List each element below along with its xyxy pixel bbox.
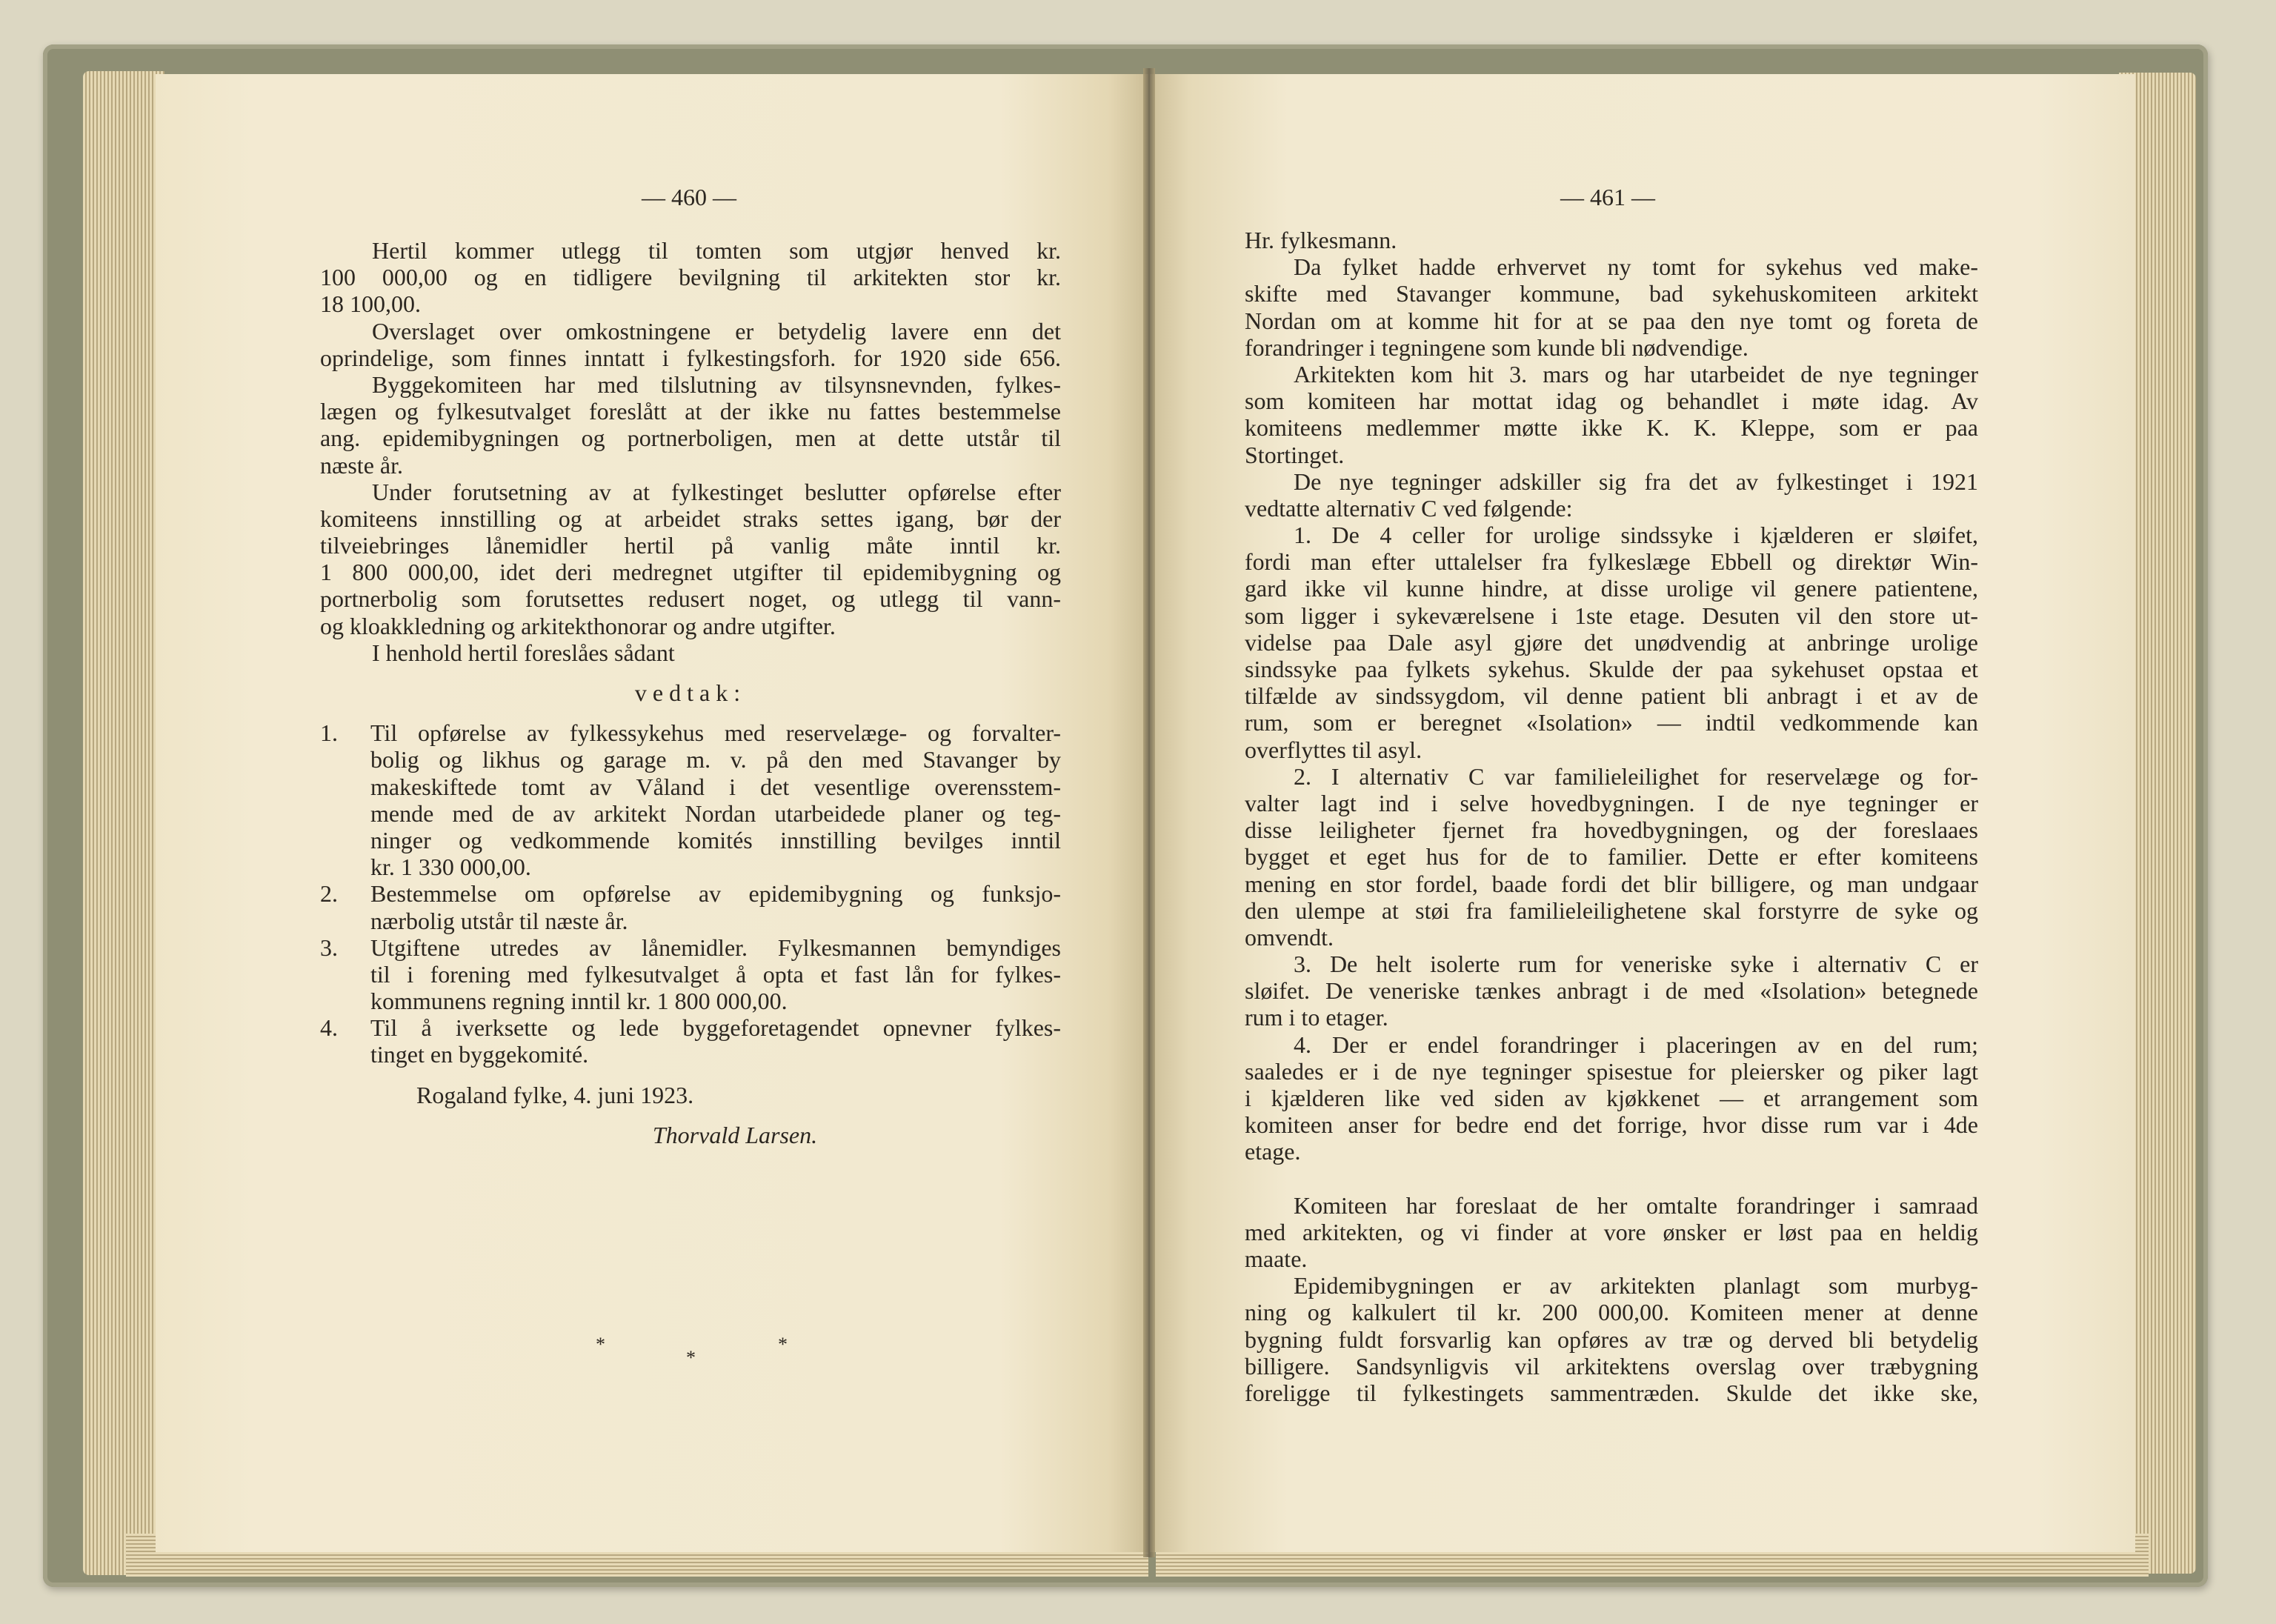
spacer	[320, 666, 1061, 679]
text-line: forandringer i tegningene som kunde bli nødvendige.	[1245, 333, 1748, 361]
text-line: sindssyke paa fylkets sykehus. Skulde der paa sykehuset opstaa et	[1245, 656, 1978, 682]
left-page-number: — 460 —	[642, 184, 736, 210]
text-line: med arkitekten, og vi finder at vore ønsker er løst paa en heldig	[1245, 1218, 1978, 1245]
text-line: i kjælderen like ved siden av kjøkkenet — et arrangement som	[1245, 1085, 1978, 1111]
text-line: billigere. Sandsynligvis vil arkitektens overslag over træbygning	[1245, 1352, 1978, 1380]
salutation: Hr. fylkesmann.	[1245, 227, 1397, 253]
text-line: Epidemibygningen er av arkitekten planlagt som murbyg-	[1294, 1272, 1978, 1299]
text-line: bolig og likhus og garage m. v. på den med Stavanger by	[370, 746, 1061, 773]
resolution-item-3	[320, 934, 1061, 1015]
text-line: vedtatte alternativ C ved følgende:	[1245, 494, 1573, 522]
text-line: komiteen anser for bedre end det forrige, hvor disse rum var i 4de	[1245, 1111, 1978, 1139]
text-line: etage.	[1245, 1138, 1301, 1165]
text-line: 18 100,00.	[320, 290, 421, 318]
text-line: ang. epidemibygningen og portnerboligen, men at dette utstår til	[320, 425, 1061, 452]
text-line: Komiteen har foreslaat de her omtalte forandringer i samraad	[1294, 1191, 1978, 1219]
text-line: 4. Der er endel forandringer i placeringen av en del rum;	[1294, 1031, 1978, 1058]
text-line: gard ikke vil kunne hindre, at disse urolige vil genere patientene,	[1245, 575, 1978, 602]
text-line: kommunens regning inntil kr. 1 800 000,00.	[370, 988, 788, 1015]
text-line: mening en stor fordel, baade fordi det blir billigere, og man undgaar	[1245, 870, 1978, 897]
text-line: bygget et eget hus for de to familier. Dette er efter komiteens	[1245, 843, 1978, 871]
text-line: tinget en byggekomité.	[370, 1041, 589, 1068]
signature: Thorvald Larsen.	[652, 1121, 818, 1148]
text-line: maate.	[1245, 1245, 1308, 1272]
text-line: portnerbolig som forutsettes redusert noget, og utlegg til vann-	[320, 585, 1061, 613]
text-line: komiteens medlemmer møtte ikke K. K. Kleppe, som er paa	[1245, 414, 1978, 442]
text-line: mende med de av arkitekt Nordan utarbeidede planer og teg-	[370, 799, 1061, 827]
text-line: til i forening med fylkesutvalget å opta et fast lån for fylkes-	[370, 960, 1061, 988]
text-line: komiteens innstilling og at arbeidet straks settes igang, bør der	[320, 505, 1061, 532]
text-line: Da fylket hadde erhvervet ny tomt for sykehus ved make-	[1294, 253, 1978, 281]
book-gutter	[1143, 68, 1155, 1557]
text-line: skifte med Stavanger kommune, bad sykehuskomiteen arkitekt	[1245, 280, 1978, 307]
text-line: overflyttes til asyl.	[1245, 736, 1422, 763]
spacer	[1245, 1165, 1978, 1192]
resolution-item-4	[320, 1014, 1061, 1068]
text-line: fordi man efter uttalelser fra fylkeslæge Ebbell og direktør Win-	[1245, 548, 1978, 576]
text-line: tilveiebringes lånemidler hertil på vanlig måte inntil kr.	[320, 532, 1061, 559]
text-line: ning og kalkulert til kr. 200 000,00. Komiteen mener at denne	[1245, 1299, 1978, 1326]
text-line: Under forutsetning av at fylkestinget beslutter opførelse efter	[372, 478, 1061, 505]
text-line: Overslaget over omkostningene er betydelig lavere enn det	[372, 317, 1061, 345]
text-line: den ulempe at støi fra familieleilighetene skal forstyrre de syke og	[1245, 896, 1978, 924]
text-line: 1. De 4 celler for urolige sindssyke i kjælderen er sløifet,	[1294, 522, 1978, 549]
asterisk-ornament: *	[596, 1334, 605, 1355]
page-edges-left	[83, 71, 164, 1575]
text-line: og kloakkledning og arkitekthonorar og andre utgifter.	[320, 612, 836, 639]
item-number: 4.	[320, 1014, 338, 1042]
text-line: som ligger i sykeværelsene i 1ste etage. Desuten vil den store ut-	[1245, 602, 1978, 629]
text-line: nærbolig utstår til næste år.	[370, 907, 628, 934]
text-line: bygning fuldt forsvarlig kan opføres av træ og derved bli betydelig	[1245, 1325, 1978, 1353]
text-line: makeskiftede tomt av Våland i det vesentlige overensstem-	[370, 773, 1061, 800]
text-line: Nordan om at komme hit for at se paa den nye tomt og foreta de	[1245, 307, 1978, 334]
asterisk-ornament: *	[686, 1347, 696, 1368]
left-page-body	[320, 237, 1061, 1148]
text-line: oprindelige, som finnes inntatt i fylkestingsforh. for 1920 side 656.	[320, 344, 1061, 371]
resolution-item-1	[320, 719, 1061, 880]
text-line: 2. I alternativ C var familieleilighet for reservelæge og for-	[1294, 762, 1978, 790]
text-line: kr. 1 330 000,00.	[370, 853, 531, 881]
text-line: I henhold hertil foreslåes sådant	[372, 639, 675, 666]
text-line: lægen og fylkesutvalget foreslått at der ikke nu fattes bestemmelse	[320, 398, 1061, 425]
text-line: tilfælde av sindssygdom, vil denne patient bli anbragt i et av de	[1245, 682, 1978, 710]
text-line: sløifet. De veneriske tænkes anbragt i de med «Isolation» betegnede	[1245, 977, 1978, 1005]
spacer	[320, 1068, 1061, 1082]
right-page-body	[1245, 227, 1978, 1406]
text-line: Bestemmelse om opførelse av epidemibygning og funksjo-	[370, 880, 1061, 908]
text-line: rum, som er beregnet «Isolation» — indtil vedkommende kan	[1245, 709, 1978, 736]
spacer	[320, 706, 1061, 719]
text-line: Til å iverksette og lede byggeforetagendet opnevner fylkes-	[370, 1014, 1061, 1042]
text-line: Stortinget.	[1245, 441, 1345, 468]
text-line: De nye tegninger adskiller sig fra det av fylkestinget i 1921	[1294, 467, 1978, 495]
text-line: Byggekomiteen har med tilslutning av tilsynsnevnden, fylkes-	[372, 370, 1061, 398]
spacer	[320, 1108, 1061, 1122]
text-line: Hertil kommer utlegg til tomten som utgjør henved kr.	[372, 237, 1061, 264]
vedtak-heading: vedtak:	[634, 679, 747, 706]
item-number: 3.	[320, 934, 338, 961]
text-line: næste år.	[320, 451, 403, 479]
text-line: Til opførelse av fylkessykehus med reservelæge- og forvalter-	[370, 719, 1061, 747]
place-date: Rogaland fylke, 4. juni 1923.	[416, 1081, 694, 1108]
resolution-item-2	[320, 880, 1061, 934]
item-number: 1.	[320, 719, 338, 747]
text-line: valter lagt ind i selve hovedbygningen. I de nye tegninger er	[1245, 789, 1978, 816]
text-line: ninger og vedkommende komités innstilling bevilges inntil	[370, 826, 1061, 853]
text-line: foreligge til fylkestingets sammentræden. Skulde det ikke ske,	[1245, 1379, 1978, 1406]
text-line: disse leiligheter fjernet fra hovedbygningen, og der foreslaaes	[1245, 816, 1978, 844]
text-line: Arkitekten kom hit 3. mars og har utarbeidet de nye tegninger	[1294, 360, 1978, 387]
text-line: saaledes er i de nye tegninger spisestue for pleiersker og piker lagt	[1245, 1057, 1978, 1085]
text-line: som komiteen har mottat idag og behandlet i møte idag. Av	[1245, 387, 1978, 415]
text-line: 100 000,00 og en tidligere bevilgning til arkitekten stor kr.	[320, 264, 1061, 291]
text-line: Utgiftene utredes av lånemidler. Fylkesmannen bemyndiges	[370, 934, 1061, 961]
text-line: 3. De helt isolerte rum for veneriske syke i alternativ C er	[1294, 951, 1978, 978]
right-page-number: — 461 —	[1560, 184, 1655, 210]
text-line: 1 800 000,00, idet deri medregnet utgifter til epidemibygning og	[320, 559, 1061, 586]
asterisk-ornament: *	[778, 1334, 788, 1355]
text-line: videlse paa Dale asyl gjøre det unødvendig at anbringe urolige	[1245, 628, 1978, 656]
item-number: 2.	[320, 880, 338, 908]
text-line: omvendt.	[1245, 923, 1334, 951]
text-line: rum i to etager.	[1245, 1004, 1388, 1031]
